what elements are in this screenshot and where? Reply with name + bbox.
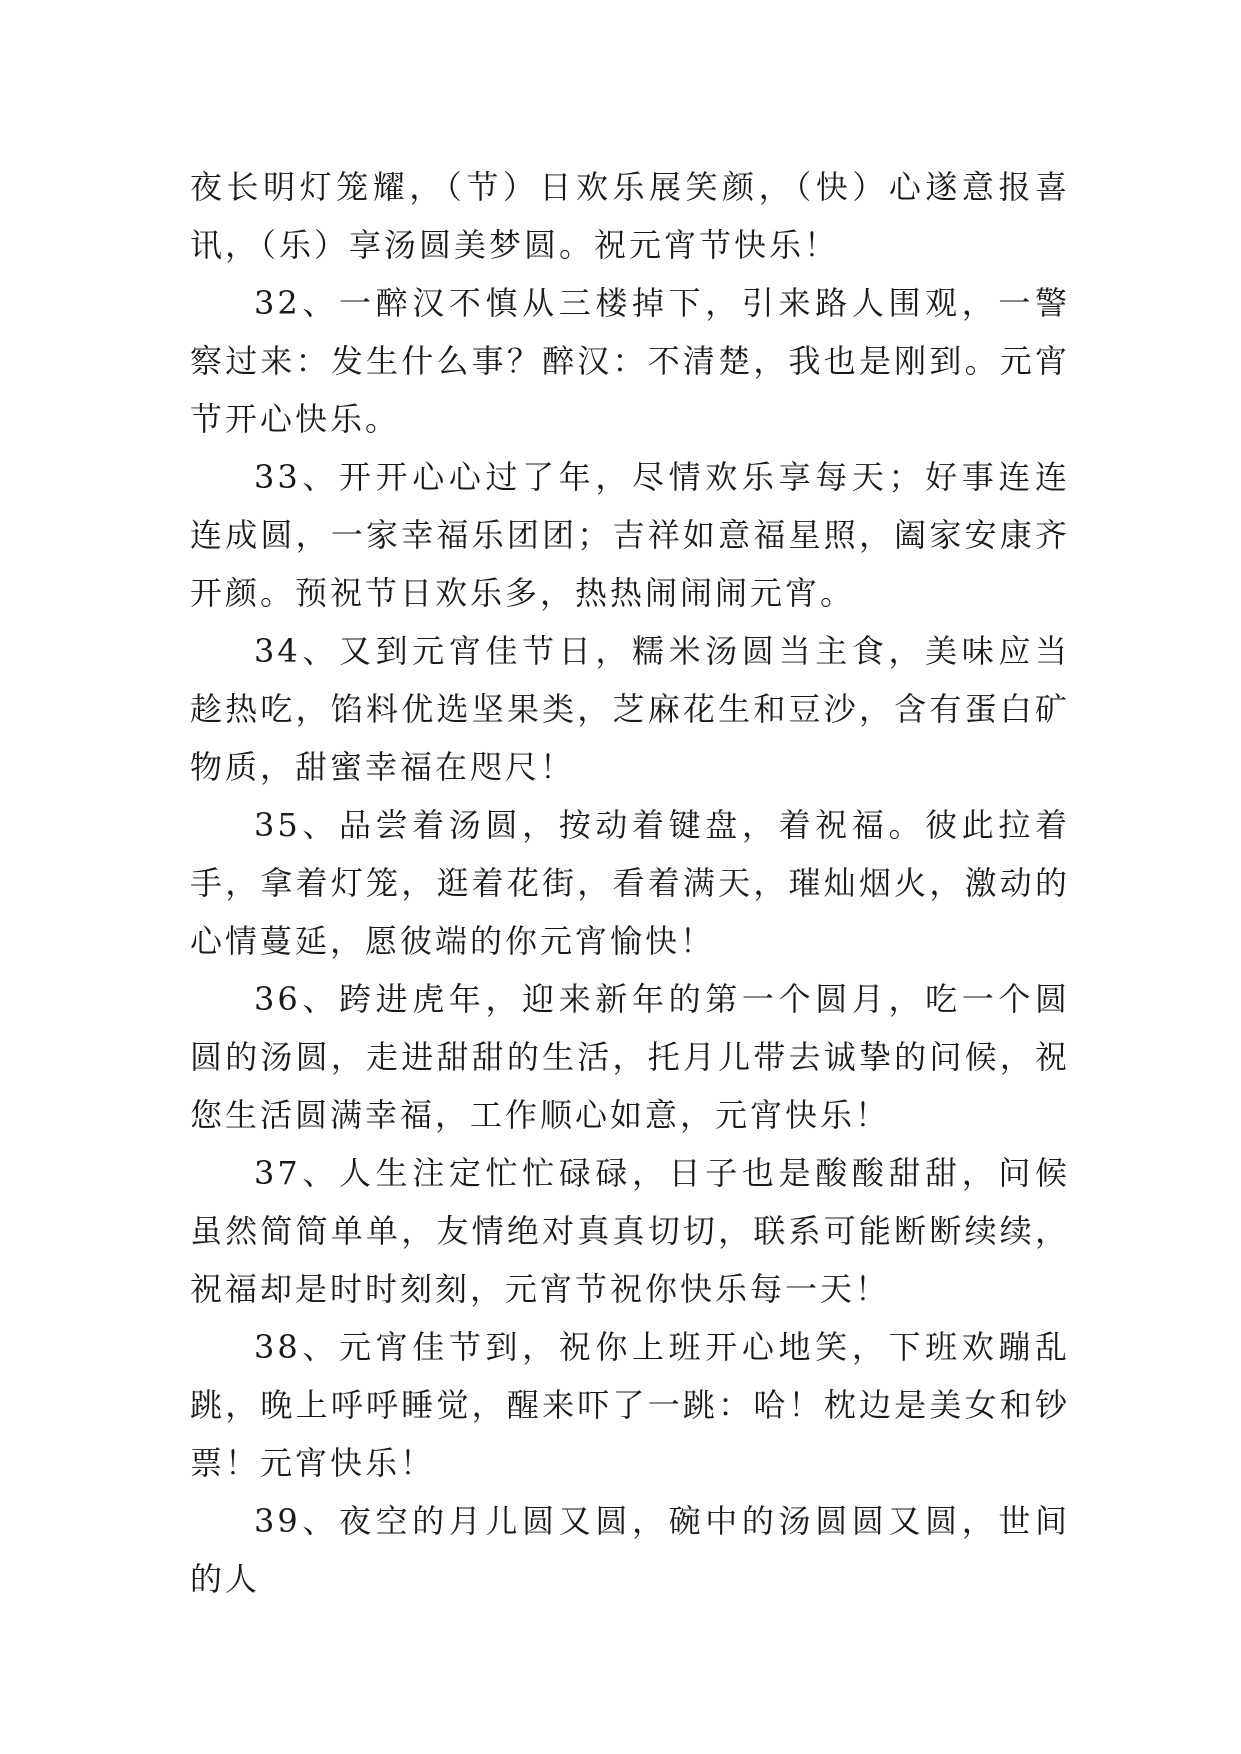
paragraph-32: 32、一醉汉不慎从三楼掉下，引来路人围观，一警察过来：发生什么事？醉汉：不清楚，我也是刚到。元宵节开心快乐。 <box>190 284 1070 438</box>
paragraph-continued: 夜长明灯笼耀，（节）日欢乐展笑颜，（快）心遂意报喜讯，（乐）享汤圆美梦圆。祝元宵节快乐！ <box>190 168 1070 264</box>
paragraph-36: 36、跨进虎年，迎来新年的第一个圆月，吃一个圆圆的汤圆，走进甜甜的生活，托月儿带去诚挚的问候，祝您生活圆满幸福，工作顺心如意，元宵快乐！ <box>190 980 1070 1134</box>
paragraph-34: 34、又到元宵佳节日，糯米汤圆当主食，美味应当趁热吃，馅料优选坚果类，芝麻花生和豆沙，含有蛋白矿物质，甜蜜幸福在咫尺！ <box>190 632 1070 786</box>
paragraph-39: 39、夜空的月儿圆又圆，碗中的汤圆圆又圆，世间的人 <box>190 1502 1070 1598</box>
paragraph-35: 35、品尝着汤圆，按动着键盘，着祝福。彼此拉着手，拿着灯笼，逛着花街，看着满天，璀灿烟火，激动的心情蔓延，愿彼端的你元宵愉快！ <box>190 806 1070 960</box>
paragraph-33: 33、开开心心过了年，尽情欢乐享每天；好事连连连成圆，一家幸福乐团团；吉祥如意福星照，阖家安康齐开颜。预祝节日欢乐多，热热闹闹闹元宵。 <box>190 458 1070 612</box>
paragraph-38: 38、元宵佳节到，祝你上班开心地笑，下班欢蹦乱跳，晚上呼呼睡觉，醒来吓了一跳：哈！枕边是美女和钞票！元宵快乐！ <box>190 1328 1070 1482</box>
paragraph-37: 37、人生注定忙忙碌碌，日子也是酸酸甜甜，问候虽然简简单单，友情绝对真真切切，联系可能断断续续，祝福却是时时刻刻，元宵节祝你快乐每一天！ <box>190 1154 1070 1308</box>
document-body <box>190 158 1070 1608</box>
